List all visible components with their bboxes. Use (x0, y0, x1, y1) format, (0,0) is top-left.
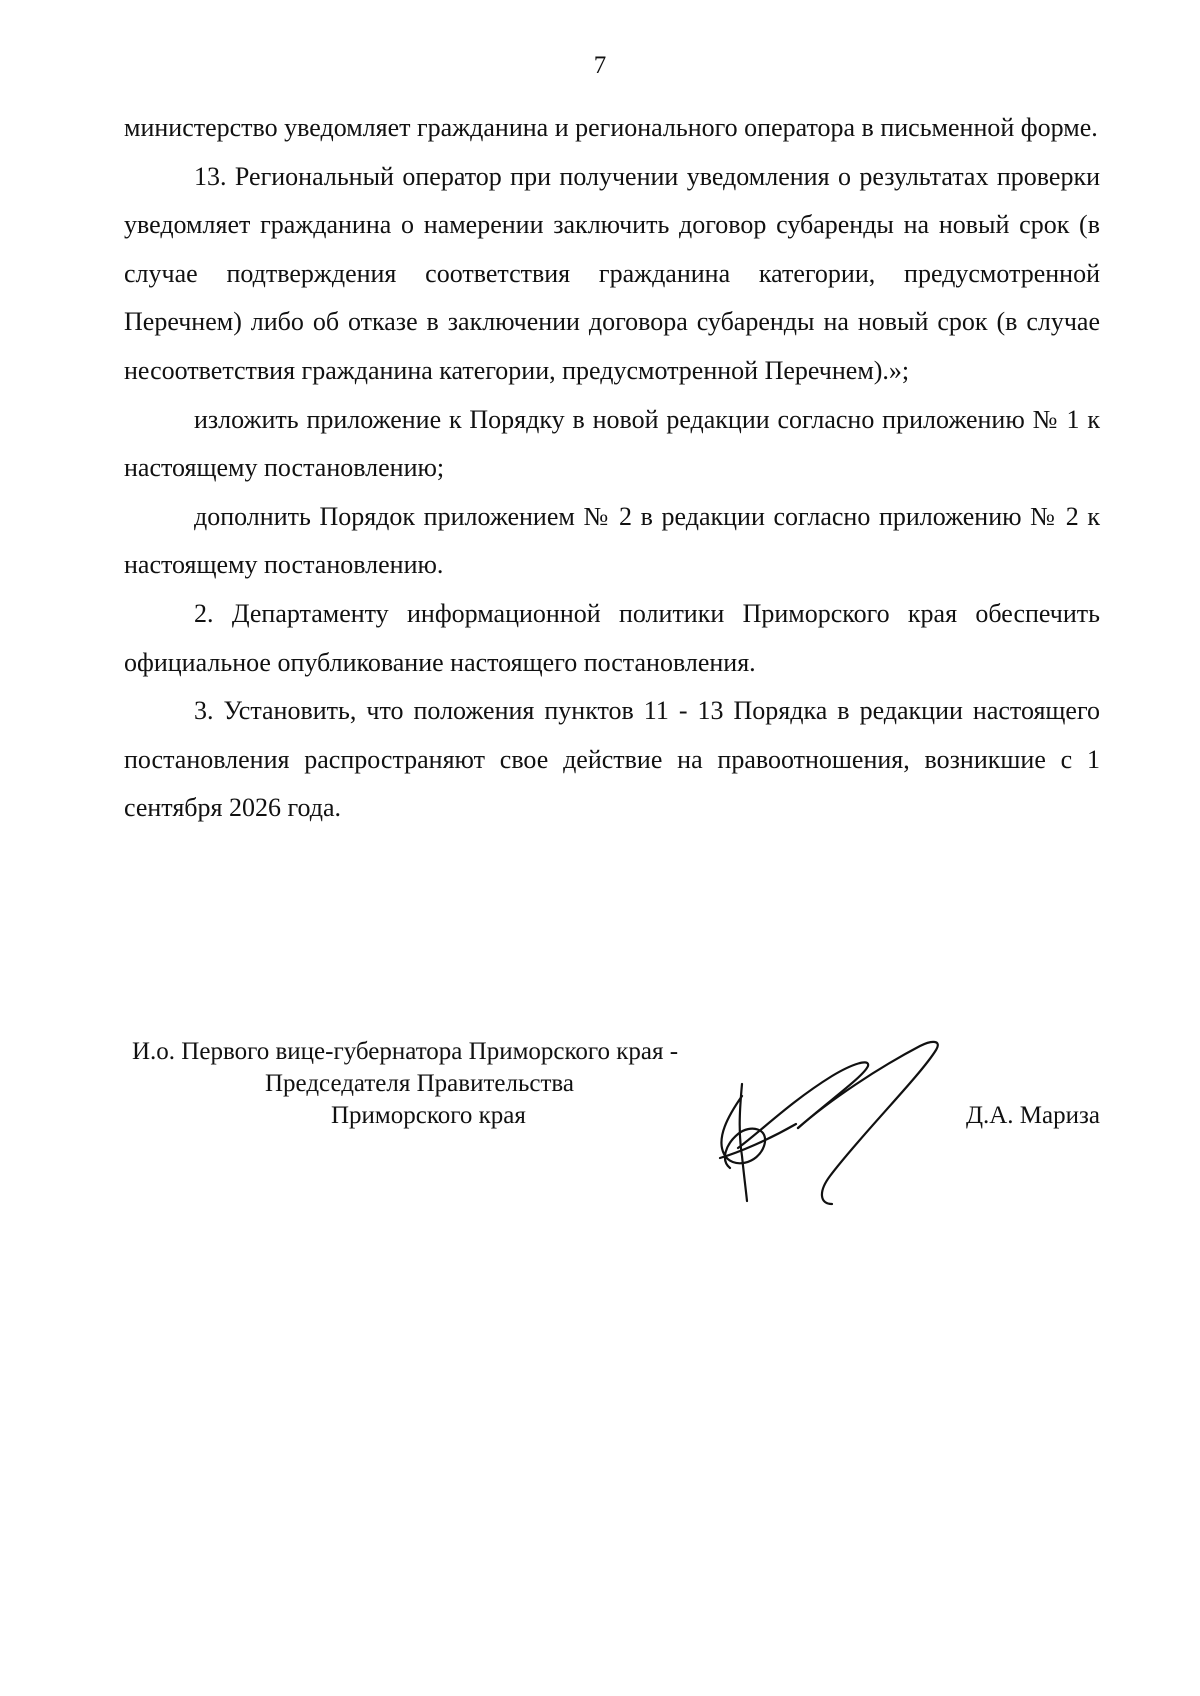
paragraph-continuation: министерство уведомляет гражданина и регионального оператора в письменной форме. (124, 113, 1098, 142)
paragraph-point-2: 2. Департаменту информационной политики Приморского края обеспечить официальное опубликование настоящего постановления. (124, 598, 1100, 677)
paragraph-point-3: 3. Установить, что положения пунктов 11 - 13 Порядка в редакции настоящего постановления распространяют свое действие на правоотношения, возникшие с 1 сентября 2026 года. (124, 696, 1100, 823)
paragraph-appendix-1: изложить приложение к Порядку в новой редакции согласно приложению № 1 к настоящему постановлению; (124, 404, 1100, 483)
handwritten-signature (680, 1036, 960, 1206)
signatory-title-line-2: Председателя Правительства (265, 1070, 574, 1097)
paragraph-appendix-2: дополнить Порядок приложением № 2 в редакции согласно приложению № 2 к настоящему постановлению. (124, 501, 1100, 580)
signatory-title-line-1: И.о. Первого вице-губернатора Приморского края - (132, 1038, 679, 1065)
signatory-name: Д.А. Мариза (965, 1102, 1100, 1129)
document-body (124, 104, 1100, 833)
signatory-title-line-3: Приморского края (331, 1102, 526, 1129)
page-number: 7 (593, 52, 607, 79)
paragraph-item-13: 13. Региональный оператор при получении уведомления о результатах проверки уведомляет гражданина о намерении заключить договор субаренды на новый срок (в случае подтверждения соответствия гражданина категории, предусмотренной Перечнем) либо об отказе в заключении договора субаренды на новый срок (в случае несоответствия гражданина категории, предусмотренной Перечнем).»; (124, 161, 1100, 385)
